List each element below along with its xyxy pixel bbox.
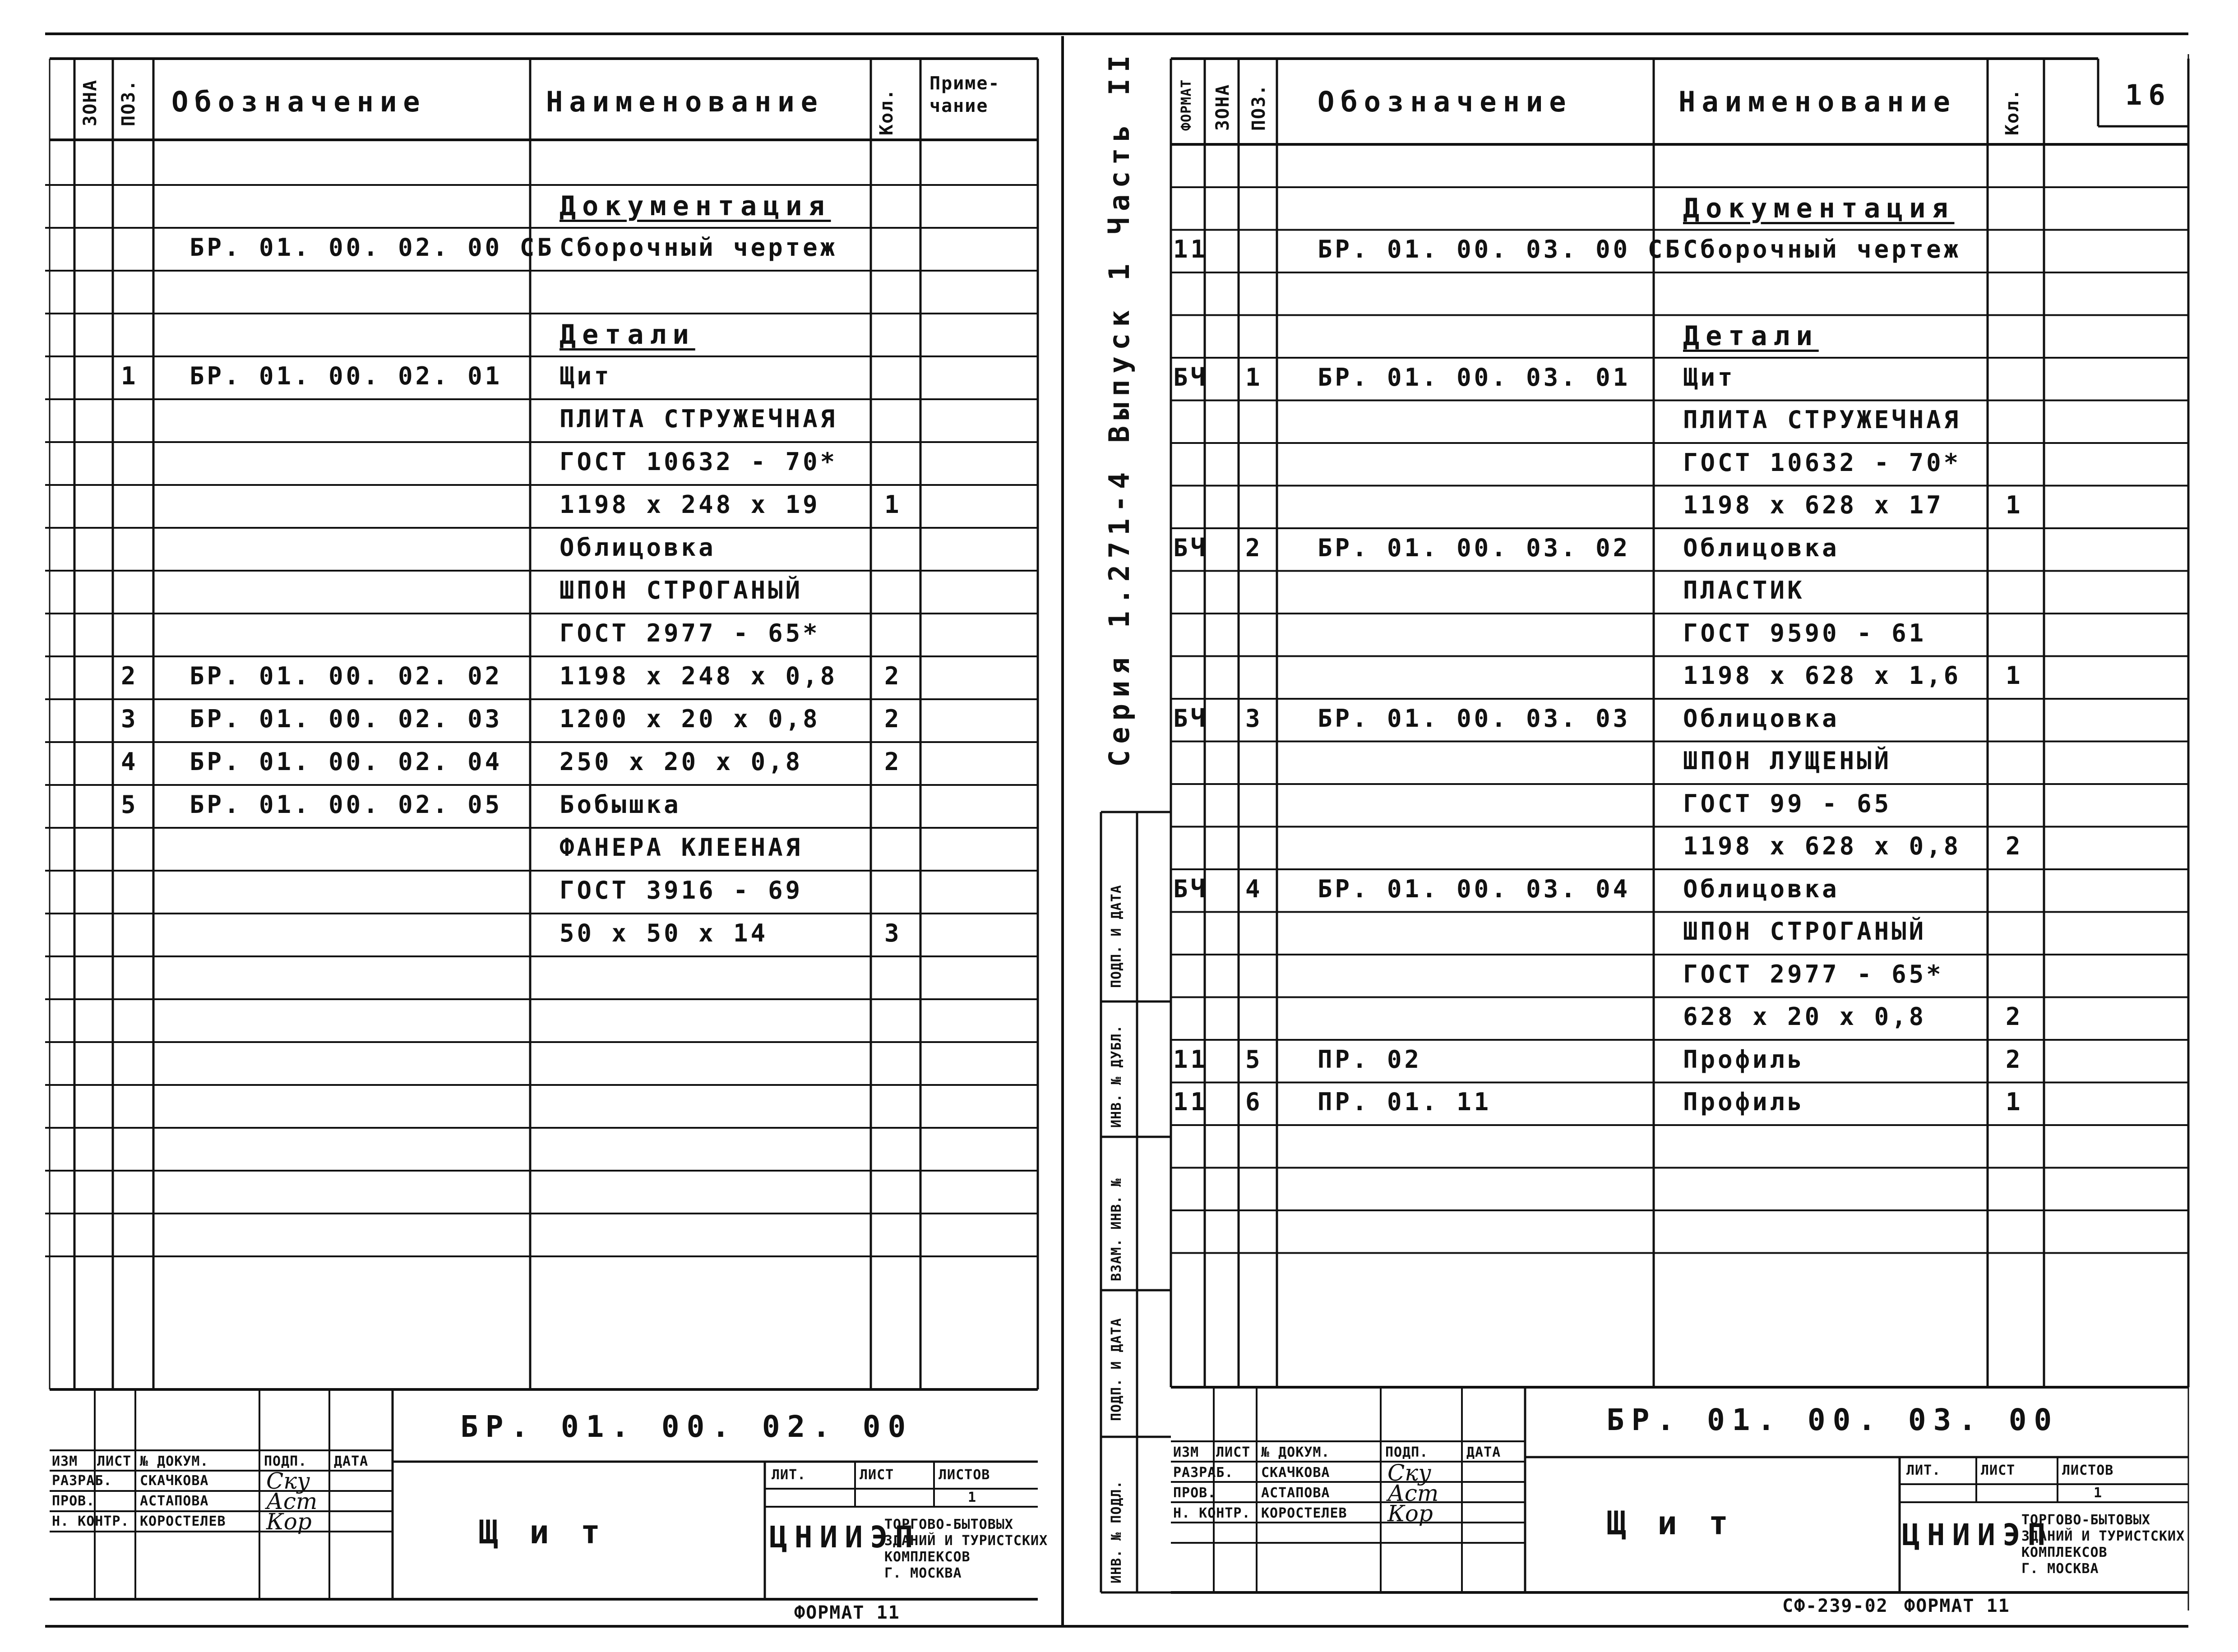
right-row-name: 1198 х 628 х 1,6 bbox=[1683, 661, 1961, 690]
header-qty-right: Кол. bbox=[2002, 88, 2023, 135]
left-row-name: ФАНЕРА КЛЕЕНАЯ bbox=[560, 833, 803, 862]
right-row-code: БР. 01. 00. 03. 04 bbox=[1318, 874, 1631, 903]
left-row-qty: 1 bbox=[884, 490, 902, 519]
left-stamp-name: КОРОСТЕЛЕВ bbox=[140, 1514, 226, 1529]
right-row-name: ГОСТ 9590 - 61 bbox=[1683, 618, 1927, 647]
left-stamp-role: ПРОВ. bbox=[52, 1493, 95, 1509]
left-row-qty: 2 bbox=[884, 705, 902, 733]
left-stamp-list: ЛИСТ bbox=[860, 1467, 894, 1483]
right-stamp-org-name: ЗДАНИЙ И ТУРИСТСКИХ bbox=[2021, 1528, 2185, 1544]
right-row-code: ПР. 02 bbox=[1318, 1045, 1422, 1074]
right-row-name: ГОСТ 2977 - 65* bbox=[1683, 960, 1944, 988]
left-row-name: 250 х 20 х 0,8 bbox=[560, 748, 803, 776]
right-row-name: Облицовка bbox=[1683, 533, 1840, 562]
left-row-code: БР. 01. 00. 02. 03 bbox=[190, 705, 503, 733]
right-row-format: БЧ bbox=[1173, 704, 1208, 733]
right-row-format: БЧ bbox=[1173, 874, 1208, 903]
left-row-qty: 2 bbox=[884, 662, 902, 690]
right-row-qty: 2 bbox=[2006, 832, 2023, 860]
right-row-code: БР. 01. 00. 03. 03 bbox=[1318, 704, 1631, 733]
right-stamp-col-izm: ИЗМ bbox=[1173, 1444, 1199, 1460]
left-stamp-col-list: ЛИСТ bbox=[97, 1454, 132, 1469]
right-stamp-code: БР. 01. 00. 03. 00 bbox=[1606, 1403, 2059, 1437]
side-stamp-label: ПОДП. И ДАТА bbox=[1109, 1318, 1124, 1421]
right-stamp-listov-value: 1 bbox=[2094, 1485, 2103, 1501]
left-stamp-name: АСТАПОВА bbox=[140, 1493, 209, 1509]
left-stamp-col-izm: ИЗМ bbox=[52, 1454, 78, 1469]
right-stamp-signature: Аст bbox=[1387, 1480, 1439, 1506]
left-stamp-org-name: КОМПЛЕКСОВ bbox=[884, 1549, 971, 1565]
left-row-poz: 3 bbox=[121, 705, 139, 733]
left-stamp-col-dokum: № ДОКУМ. bbox=[140, 1454, 209, 1469]
right-row-name: Облицовка bbox=[1683, 704, 1840, 733]
right-row-format: БЧ bbox=[1173, 363, 1208, 392]
right-stamp-name: КОРОСТЕЛЕВ bbox=[1261, 1505, 1347, 1521]
right-row-format: БЧ bbox=[1173, 533, 1208, 562]
left-row-qty: 2 bbox=[884, 748, 902, 776]
right-row-qty: 1 bbox=[2006, 491, 2023, 519]
right-stamp-title: Щит bbox=[1606, 1504, 1760, 1542]
right-row-code: БР. 01. 00. 03. 02 bbox=[1318, 533, 1631, 562]
right-stamp-col-podp: ПОДП. bbox=[1385, 1444, 1429, 1460]
side-stamp-label: ВЗАМ. ИНВ. № bbox=[1109, 1178, 1124, 1281]
right-row-name: Детали bbox=[1683, 320, 1819, 352]
right-row-name: Документация bbox=[1683, 192, 1955, 224]
right-stamp-role: ПРОВ. bbox=[1173, 1485, 1216, 1501]
right-row-poz: 6 bbox=[1245, 1088, 1263, 1116]
right-row-qty: 1 bbox=[2006, 1088, 2023, 1116]
right-row-code: БР. 01. 00. 03. 00 СБ bbox=[1318, 235, 1683, 263]
right-row-name: ПЛИТА СТРУЖЕЧНАЯ bbox=[1683, 406, 1961, 434]
header-note-2: чание bbox=[929, 96, 989, 116]
right-row-name: ШПОН СТРОГАНЫЙ bbox=[1683, 917, 1927, 946]
left-stamp-name: СКАЧКОВА bbox=[140, 1473, 209, 1489]
left-row-name: Облицовка bbox=[560, 533, 716, 562]
right-stamp-org-logo: ЦНИИЭП bbox=[1902, 1518, 2053, 1552]
side-stamp-label: ИНВ. № ПОДЛ. bbox=[1109, 1480, 1124, 1583]
right-row-name: Сборочный чертеж bbox=[1683, 235, 1961, 263]
left-row-poz: 5 bbox=[121, 790, 139, 819]
right-row-code: БР. 01. 00. 03. 01 bbox=[1318, 363, 1631, 392]
right-row-name: Профиль bbox=[1683, 1045, 1805, 1074]
left-row-poz: 2 bbox=[121, 662, 139, 690]
left-row-name: Детали bbox=[560, 319, 695, 351]
right-row-name: ГОСТ 99 - 65 bbox=[1683, 789, 1892, 818]
left-row-code: БР. 01. 00. 02. 00 СБ bbox=[190, 233, 555, 262]
right-stamp-name: СКАЧКОВА bbox=[1261, 1465, 1330, 1481]
left-stamp-col-podp: ПОДП. bbox=[264, 1454, 307, 1469]
left-row-code: БР. 01. 00. 02. 05 bbox=[190, 790, 503, 819]
left-row-name: 50 х 50 х 14 bbox=[560, 919, 768, 947]
right-row-format: 11 bbox=[1173, 1045, 1208, 1074]
left-stamp-org-logo: ЦНИИЭП bbox=[769, 1520, 920, 1555]
header-name: Наименование bbox=[546, 85, 824, 118]
right-stamp-col-list: ЛИСТ bbox=[1216, 1444, 1251, 1460]
right-row-name: ШПОН ЛУЩЕНЫЙ bbox=[1683, 747, 1892, 775]
right-row-poz: 1 bbox=[1245, 363, 1263, 392]
right-row-name: 628 х 20 х 0,8 bbox=[1683, 1002, 1927, 1031]
right-row-code: ПР. 01. 11 bbox=[1318, 1088, 1492, 1116]
right-stamp-list: ЛИСТ bbox=[1981, 1463, 2016, 1478]
left-stamp-signature: Кор bbox=[266, 1509, 312, 1535]
right-row-name: 1198 х 628 х 0,8 bbox=[1683, 832, 1961, 860]
right-format-label: ФОРМАТ 11 bbox=[1904, 1596, 2010, 1616]
left-row-qty: 3 bbox=[884, 919, 902, 947]
right-stamp-org-name: КОМПЛЕКСОВ bbox=[2021, 1545, 2108, 1560]
sheet-number: 16 bbox=[2125, 78, 2172, 111]
right-row-poz: 4 bbox=[1245, 874, 1263, 903]
header-qty: Кол. bbox=[876, 88, 897, 135]
right-stamp-org-name: Г. МОСКВА bbox=[2021, 1561, 2099, 1577]
left-stamp-listov: ЛИСТОВ bbox=[939, 1467, 990, 1483]
right-row-format: 11 bbox=[1173, 235, 1208, 263]
header-note-1: Приме- bbox=[929, 73, 1000, 94]
left-row-name: ГОСТ 2977 - 65* bbox=[560, 619, 820, 647]
left-stamp-role: РАЗРАБ. bbox=[52, 1473, 112, 1489]
right-row-format: 11 bbox=[1173, 1088, 1208, 1116]
right-row-qty: 2 bbox=[2006, 1002, 2023, 1031]
right-stamp-signature: Кор bbox=[1387, 1500, 1433, 1527]
right-row-name: Щит bbox=[1683, 363, 1735, 392]
header-poz: ПОЗ. bbox=[118, 79, 139, 126]
right-row-name: 1198 х 628 х 17 bbox=[1683, 491, 1944, 519]
header-name-right: Наименование bbox=[1678, 85, 1956, 118]
left-row-code: БР. 01. 00. 02. 04 bbox=[190, 748, 503, 776]
left-row-name: Документация bbox=[560, 190, 831, 222]
left-stamp-col-data: ДАТА bbox=[334, 1454, 369, 1469]
left-stamp-org-name: ТОРГОВО-БЫТОВЫХ bbox=[884, 1517, 1013, 1532]
header-zona-right: ЗОНА bbox=[1212, 83, 1233, 131]
right-row-name: Профиль bbox=[1683, 1088, 1805, 1116]
series-title: Серия 1.271-4 Выпуск 1 Часть II bbox=[1103, 49, 1136, 767]
right-stamp-lit: ЛИТ. bbox=[1906, 1463, 1941, 1478]
left-row-name: 1198 х 248 х 0,8 bbox=[560, 662, 838, 690]
header-designation: Обозначение bbox=[171, 85, 426, 118]
right-stamp-col-dokum: № ДОКУМ. bbox=[1261, 1444, 1330, 1460]
left-stamp-signature: Аст bbox=[266, 1488, 318, 1514]
right-row-name: ПЛАСТИК bbox=[1683, 576, 1805, 605]
right-row-name: ГОСТ 10632 - 70* bbox=[1683, 448, 1961, 477]
left-row-name: ГОСТ 10632 - 70* bbox=[560, 448, 838, 476]
right-row-qty: 1 bbox=[2006, 661, 2023, 690]
right-row-name: Облицовка bbox=[1683, 874, 1840, 903]
right-stamp-name: АСТАПОВА bbox=[1261, 1485, 1330, 1501]
right-row-poz: 2 bbox=[1245, 533, 1263, 562]
left-stamp-lit: ЛИТ. bbox=[772, 1467, 806, 1483]
left-stamp-code: БР. 01. 00. 02. 00 bbox=[460, 1409, 913, 1444]
left-stamp-title: Щит bbox=[478, 1513, 632, 1551]
header-format: ФОРМАТ bbox=[1179, 79, 1194, 131]
left-row-name: Сборочный чертеж bbox=[560, 233, 838, 262]
left-row-name: Щит bbox=[560, 362, 612, 390]
right-row-qty: 2 bbox=[2006, 1045, 2023, 1074]
side-stamp-label: ИНВ. № ДУБЛ. bbox=[1109, 1024, 1124, 1128]
right-stamp-role: РАЗРАБ. bbox=[1173, 1465, 1234, 1481]
right-stamp-col-data: ДАТА bbox=[1466, 1444, 1501, 1460]
left-row-poz: 4 bbox=[121, 748, 139, 776]
left-stamp-role: Н. КОНТР. bbox=[52, 1514, 129, 1529]
left-row-name: ПЛИТА СТРУЖЕЧНАЯ bbox=[560, 405, 838, 433]
left-stamp-listov-value: 1 bbox=[968, 1490, 977, 1505]
side-stamp-label: ПОДП. И ДАТА bbox=[1109, 885, 1124, 988]
left-row-poz: 1 bbox=[121, 362, 139, 390]
header-poz-right: ПОЗ. bbox=[1248, 83, 1269, 131]
right-stamp-listov: ЛИСТОВ bbox=[2062, 1463, 2114, 1478]
right-stamp-signature: Ску bbox=[1387, 1460, 1432, 1486]
right-archive-code: СФ-239-02 bbox=[1782, 1596, 1888, 1616]
header-zona: ЗОНА bbox=[80, 79, 101, 126]
left-stamp-signature: Ску bbox=[266, 1468, 310, 1494]
left-stamp-org-name: Г. МОСКВА bbox=[884, 1565, 962, 1581]
left-row-name: ГОСТ 3916 - 69 bbox=[560, 876, 803, 904]
left-row-code: БР. 01. 00. 02. 01 bbox=[190, 362, 503, 390]
left-row-name: 1200 х 20 х 0,8 bbox=[560, 705, 820, 733]
right-row-poz: 3 bbox=[1245, 704, 1263, 733]
left-format-label: ФОРМАТ 11 bbox=[794, 1602, 900, 1623]
right-stamp-org-name: ТОРГОВО-БЫТОВЫХ bbox=[2021, 1512, 2150, 1528]
header-designation-right: Обозначение bbox=[1318, 85, 1572, 118]
left-row-name: 1198 х 248 х 19 bbox=[560, 490, 820, 519]
left-row-name: Бобышка bbox=[560, 790, 681, 819]
left-row-name: ШПОН СТРОГАНЫЙ bbox=[560, 576, 803, 605]
right-row-poz: 5 bbox=[1245, 1045, 1263, 1074]
left-stamp-org-name: ЗДАНИЙ И ТУРИСТСКИХ bbox=[884, 1533, 1048, 1549]
left-row-code: БР. 01. 00. 02. 02 bbox=[190, 662, 503, 690]
right-stamp-role: Н. КОНТР. bbox=[1173, 1505, 1251, 1521]
